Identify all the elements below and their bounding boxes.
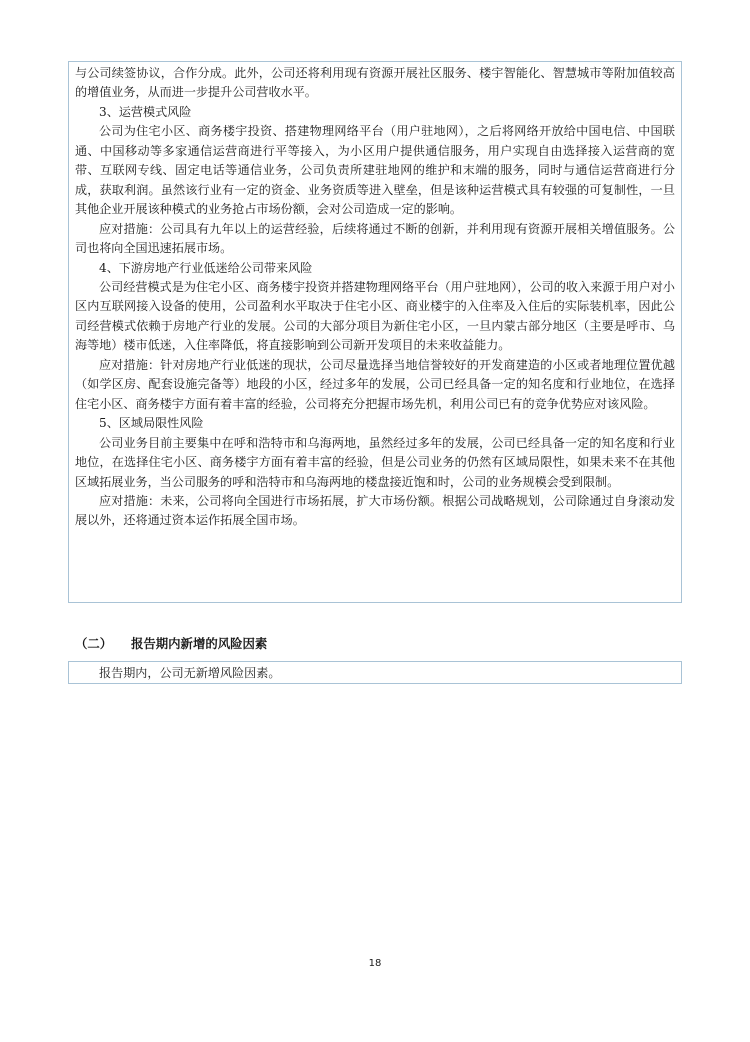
section-number: （二）	[75, 636, 113, 651]
paragraph-regional-risk: 公司业务目前主要集中在呼和浩特市和乌海两地，虽然经过多年的发展，公司已经具备一定的知名度和行业地位，在选择住宅小区、商务楼宇方面有着丰富的经验，但是公司业务的仍然有区域局限性，如果未来不在其他区域拓展业务，当公司服务的呼和浩特市和乌海两地的楼盘接近饱和时，公司的业务规模会受到限制。	[75, 435, 675, 489]
paragraph-real-estate-measures: 应对措施：针对房地产行业低迷的现状，公司尽量选择当地信誉较好的开发商建造的小区或者地理位置优越（如学区房、配套设施完备等）地段的小区，经过多年的发展，公司已经具备一定的知名度和行业地位，在选择住宅小区、商务楼宇方面有着丰富的经验，公司将充分把握市场先机，利用公司已有的竞争优势应对该风险。	[75, 357, 675, 411]
section-heading	[75, 634, 267, 652]
new-risk-box	[68, 661, 682, 684]
paragraph-operating-model-measures: 应对措施：公司具有九年以上的运营经验，后续将通过不断的创新，并利用现有资源开展相关增值服务。公司也将向全国迅速拓展市场。	[75, 221, 675, 256]
paragraph-operating-model-risk: 公司为住宅小区、商务楼宇投资、搭建物理网络平台（用户驻地网），之后将网络开放给中国电信、中国联通、中国移动等多家通信运营商进行平等接入，为小区用户提供通信服务，用户实现自由选择接入运营商的宽带、互联网专线、固定电话等通信业务，公司负责所建驻地网的维护和末端的服务，同时与通信运营商进行分成，获取利润。虽然该行业有一定的资金、业务资质等进入壁垒，但是该种运营模式具有较强的可复制性，一旦其他企业开展该种模式的业务抢占市场份额，会对公司造成一定的影响。	[75, 124, 675, 217]
heading-regional-risk: 5、区域局限性风险	[99, 416, 204, 431]
section-title: 报告期内新增的风险因素	[131, 636, 268, 651]
paragraph-no-new-risk: 报告期内，公司无新增风险因素。	[99, 666, 281, 680]
heading-operating-model-risk: 3、运营模式风险	[99, 104, 192, 119]
paragraph-regional-measures: 应对措施：未来，公司将向全国进行市场拓展，扩大市场份额。根据公司战略规划，公司除通过自身滚动发展以外，还将通过资本运作拓展全国市场。	[75, 493, 675, 528]
page-number: 18	[368, 958, 382, 969]
paragraph-continuation: 与公司续签协议，合作分成。此外，公司还将利用现有资源开展社区服务、楼宇智能化、智慧城市等附加值较高的增值业务，从而进一步提升公司营收水平。	[75, 66, 675, 100]
paragraph-real-estate-risk: 公司经营模式是为住宅小区、商务楼宇投资并搭建物理网络平台（用户驻地网），公司的收入来源于用户对小区内互联网接入设备的使用，公司盈利水平取决于住宅小区、商业楼宇的入住率及入住后的实际装机率，因此公司经营模式依赖于房地产行业的发展。公司的大部分项目为新住宅小区，一旦内蒙古部分地区（主要是呼市、乌海等地）楼市低迷，入住率降低，将直接影响到公司新开发项目的未来收益能力。	[75, 279, 675, 353]
heading-real-estate-risk: 4、下游房地产行业低迷给公司带来风险	[99, 260, 313, 275]
risk-factors-box	[68, 61, 682, 603]
